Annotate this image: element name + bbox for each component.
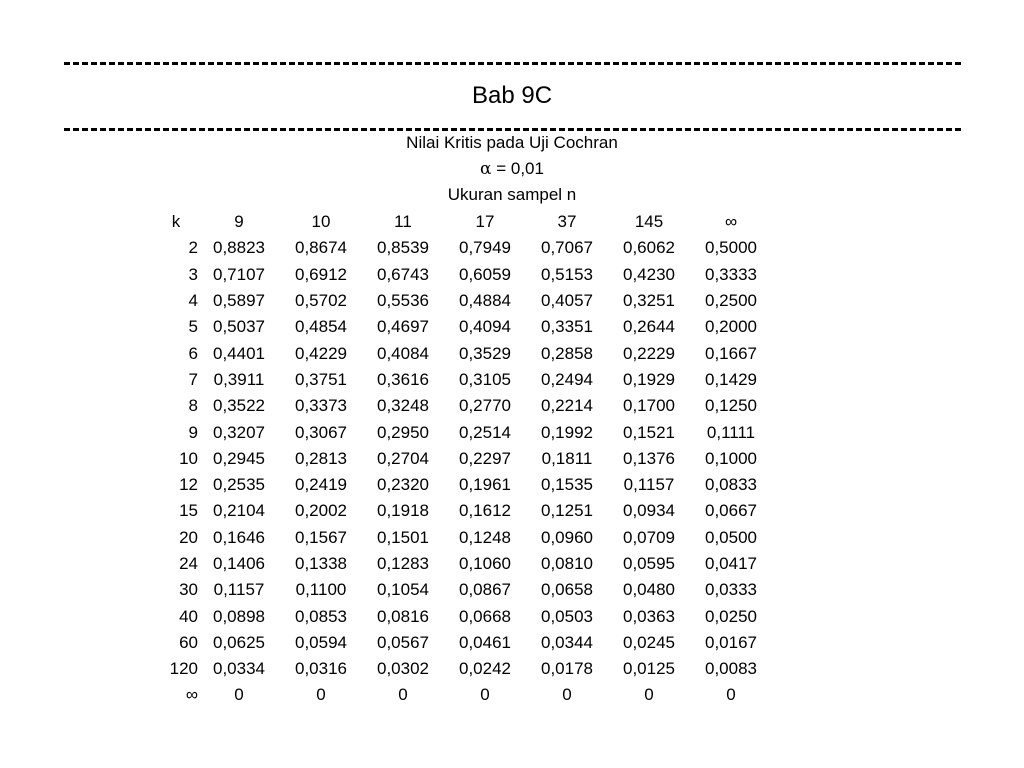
k-value-cell: 120 [169,659,198,679]
k-value-cell: 10 [179,448,198,468]
table-row [128,235,772,261]
critical-value-cell: 0,4229 [295,343,347,363]
critical-value-cell: 0,0500 [705,527,757,547]
k-value-cell: 4 [188,291,198,311]
page-title: Bab 9C [471,82,553,109]
n-column-header: 37 [557,212,577,232]
critical-value-cell: 0,4084 [377,343,429,363]
critical-value-cell: 0,0503 [541,606,593,626]
critical-value-cell: 0,0167 [705,632,757,652]
table-row [128,314,772,340]
k-value-cell: 60 [179,632,198,652]
critical-value-cell: 0,2104 [213,501,265,521]
critical-value-cell: 0,4057 [541,291,593,311]
critical-value-cell: 0,0853 [295,606,347,626]
critical-value-cell: 0,1157 [623,475,675,495]
critical-value-cell: 0,1054 [377,580,429,600]
critical-value-cell: 0,0934 [623,501,675,521]
critical-value-cell: 0,0594 [295,632,347,652]
critical-value-cell: 0,0658 [541,580,593,600]
critical-value-cell: 0,1567 [295,527,347,547]
alpha-caption [0,159,1024,179]
critical-value-cell: 0,2644 [623,317,675,337]
table-body [128,235,772,708]
critical-value-cell: 0,1521 [623,422,675,442]
critical-value-cell: 0,2320 [377,475,429,495]
alpha-symbol: α [480,159,492,179]
table-caption: Nilai Kritis pada Uji Cochran [406,133,618,152]
critical-value-cell: 0,1535 [541,475,593,495]
table-row [128,340,772,366]
critical-value-cell: 0,3616 [377,369,429,389]
critical-value-cell: 0,2297 [459,448,511,468]
k-value-cell: 24 [179,554,198,573]
critical-value-cell: 0,3522 [213,396,265,416]
k-column-header: k [171,212,181,232]
critical-value-cell: 0,0816 [377,606,429,626]
critical-value-cell: 0,1667 [705,343,757,363]
critical-value-cell: 0,7107 [213,264,265,284]
critical-value-cell: 0,1000 [705,448,757,468]
critical-value-cell: 0,0480 [623,580,675,600]
table-row [128,262,772,288]
critical-value-cell: 0,0178 [541,659,593,679]
critical-value-cell: 0 [562,685,572,705]
table-header-row [128,209,772,235]
critical-value-cell: 0,2535 [213,475,265,495]
critical-value-cell: 0,1248 [459,527,511,547]
critical-value-cell: 0,2770 [459,396,511,416]
critical-value-cell: 0,0242 [459,659,511,679]
critical-value-cell: 0,3911 [213,369,265,389]
critical-value-cell: 0,1961 [459,475,511,495]
k-value-cell: 15 [179,501,198,521]
critical-value-cell: 0,1100 [295,580,347,600]
critical-value-cell: 0,0867 [459,580,511,600]
critical-value-cell: 0,3351 [541,317,593,337]
critical-value-cell: 0,3373 [295,396,347,416]
table-row [128,498,772,524]
cochran-critical-value-table [128,209,772,709]
critical-value-cell: 0,2813 [295,448,347,468]
table-row [128,551,772,577]
critical-value-cell: 0,2419 [295,475,347,495]
critical-value-cell: 0,0245 [623,632,675,652]
critical-value-cell: 0,0302 [377,659,429,679]
critical-value-cell: 0,1111 [706,422,756,442]
critical-value-cell: 0,2002 [295,501,347,521]
table-row [128,288,772,314]
critical-value-cell: 0,1060 [459,554,511,573]
critical-value-cell: 0,3251 [623,291,675,311]
critical-value-cell: 0,0709 [623,527,675,547]
k-value-cell: 2 [188,238,198,258]
critical-value-cell: 0,2945 [213,448,265,468]
critical-value-cell: 0 [726,685,736,705]
critical-value-cell: 0,0083 [705,659,757,679]
critical-value-cell: 0,1283 [377,554,429,573]
k-value-cell: ∞ [185,685,198,705]
critical-value-cell: 0,1612 [459,501,511,521]
n-column-header: ∞ [724,212,738,232]
critical-value-cell: 0,2858 [541,343,593,363]
critical-value-cell: 0,0363 [623,606,675,626]
critical-value-cell: 0,2704 [377,448,429,468]
critical-value-cell: 0,5536 [377,291,429,311]
k-value-cell: 3 [188,264,198,284]
critical-value-cell: 0 [480,685,490,705]
critical-value-cell: 0,4884 [459,291,511,311]
critical-value-cell: 0 [644,685,654,705]
table-row [128,446,772,472]
table-row [128,367,772,393]
critical-value-cell: 0,1157 [213,580,265,600]
k-value-cell: 40 [179,606,198,626]
critical-value-cell: 0,0810 [541,554,593,573]
critical-value-cell: 0,2514 [459,422,511,442]
critical-value-cell: 0,1929 [623,369,675,389]
critical-value-cell: 0,4094 [459,317,511,337]
critical-value-cell: 0,5702 [295,291,347,311]
k-value-cell: 6 [188,343,198,363]
critical-value-cell: 0,0344 [541,632,593,652]
critical-value-cell: 0,0125 [623,659,675,679]
table-row [128,525,772,551]
critical-value-cell: 0,6912 [295,264,347,284]
critical-value-cell: 0,0334 [213,659,265,679]
critical-value-cell: 0,0668 [459,606,511,626]
critical-value-cell: 0,2000 [705,317,757,337]
critical-value-cell: 0,5897 [213,291,265,311]
critical-value-cell: 0,0250 [705,606,757,626]
critical-value-cell: 0,3751 [295,369,347,389]
critical-value-cell: 0 [234,685,244,705]
table-row [128,682,772,708]
critical-value-cell: 0,0417 [705,554,757,573]
sample-size-caption: Ukuran sampel n [447,185,577,204]
critical-value-cell: 0,4230 [623,264,675,284]
table-row [128,419,772,445]
k-value-cell: 30 [179,580,198,600]
critical-value-cell: 0,3105 [459,369,511,389]
n-column-header: 17 [475,212,495,232]
critical-value-cell: 0,1811 [541,448,593,468]
critical-value-cell: 0,4697 [377,317,429,337]
critical-value-cell: 0,1338 [295,554,347,573]
critical-value-cell: 0,4854 [295,317,347,337]
k-value-cell: 12 [179,475,198,495]
critical-value-cell: 0,2950 [377,422,429,442]
critical-value-cell: 0 [398,685,408,705]
k-value-cell: 7 [188,369,198,389]
critical-value-cell: 0,1501 [377,527,429,547]
critical-value-cell: 0,0898 [213,606,265,626]
k-value-cell: 5 [188,317,198,337]
critical-value-cell: 0,4401 [213,343,265,363]
critical-value-cell: 0,2500 [705,291,757,311]
top-dashed-rule [64,62,964,65]
n-column-header: 11 [394,212,412,232]
table-row [128,472,772,498]
critical-value-cell: 0 [316,685,326,705]
critical-value-cell: 0,1918 [377,501,429,521]
critical-value-cell: 0,0333 [705,580,757,600]
table-row [128,603,772,629]
critical-value-cell: 0,0667 [705,501,757,521]
critical-value-cell: 0,5000 [705,238,757,258]
critical-value-cell: 0,3529 [459,343,511,363]
critical-value-cell: 0,3248 [377,396,429,416]
critical-value-cell: 0,8674 [295,238,347,258]
table-row [128,393,772,419]
critical-value-cell: 0,3067 [295,422,347,442]
k-value-cell: 20 [179,527,198,547]
critical-value-cell: 0,2214 [541,396,593,416]
table-row [128,656,772,682]
critical-value-cell: 0,0625 [213,632,265,652]
critical-value-cell: 0,7949 [459,238,511,258]
table-row [128,577,772,603]
n-column-header: 10 [311,212,331,232]
critical-value-cell: 0,0567 [377,632,429,652]
critical-value-cell: 0,1992 [541,422,593,442]
table-row [128,630,772,656]
critical-value-cell: 0,0595 [623,554,675,573]
critical-value-cell: 0,0960 [541,527,593,547]
critical-value-cell: 0,6743 [377,264,429,284]
critical-value-cell: 0,1700 [623,396,675,416]
critical-value-cell: 0,7067 [541,238,593,258]
alpha-value: = 0,01 [491,159,544,178]
critical-value-cell: 0,1250 [705,396,757,416]
critical-value-cell: 0,3333 [705,264,757,284]
critical-value-cell: 0,5037 [213,317,265,337]
critical-value-cell: 0,0833 [705,475,757,495]
critical-value-cell: 0,1406 [213,554,265,573]
n-column-header: 9 [234,212,244,232]
critical-value-cell: 0,2494 [541,369,593,389]
critical-value-cell: 0,1251 [541,501,593,521]
critical-value-cell: 0,1646 [213,527,265,547]
k-value-cell: 8 [188,396,198,416]
bottom-dashed-rule [64,128,964,131]
critical-value-cell: 0,5153 [541,264,593,284]
critical-value-cell: 0,6059 [459,264,511,284]
critical-value-cell: 0,8823 [213,238,265,258]
k-value-cell: 9 [188,422,198,442]
critical-value-cell: 0,0316 [295,659,347,679]
critical-value-cell: 0,3207 [213,422,265,442]
critical-value-cell: 0,6062 [623,238,675,258]
critical-value-cell: 0,1429 [705,369,757,389]
critical-value-cell: 0,8539 [377,238,429,258]
n-column-header: 145 [634,212,664,232]
critical-value-cell: 0,2229 [623,343,675,363]
critical-value-cell: 0,1376 [623,448,675,468]
critical-value-cell: 0,0461 [459,632,511,652]
